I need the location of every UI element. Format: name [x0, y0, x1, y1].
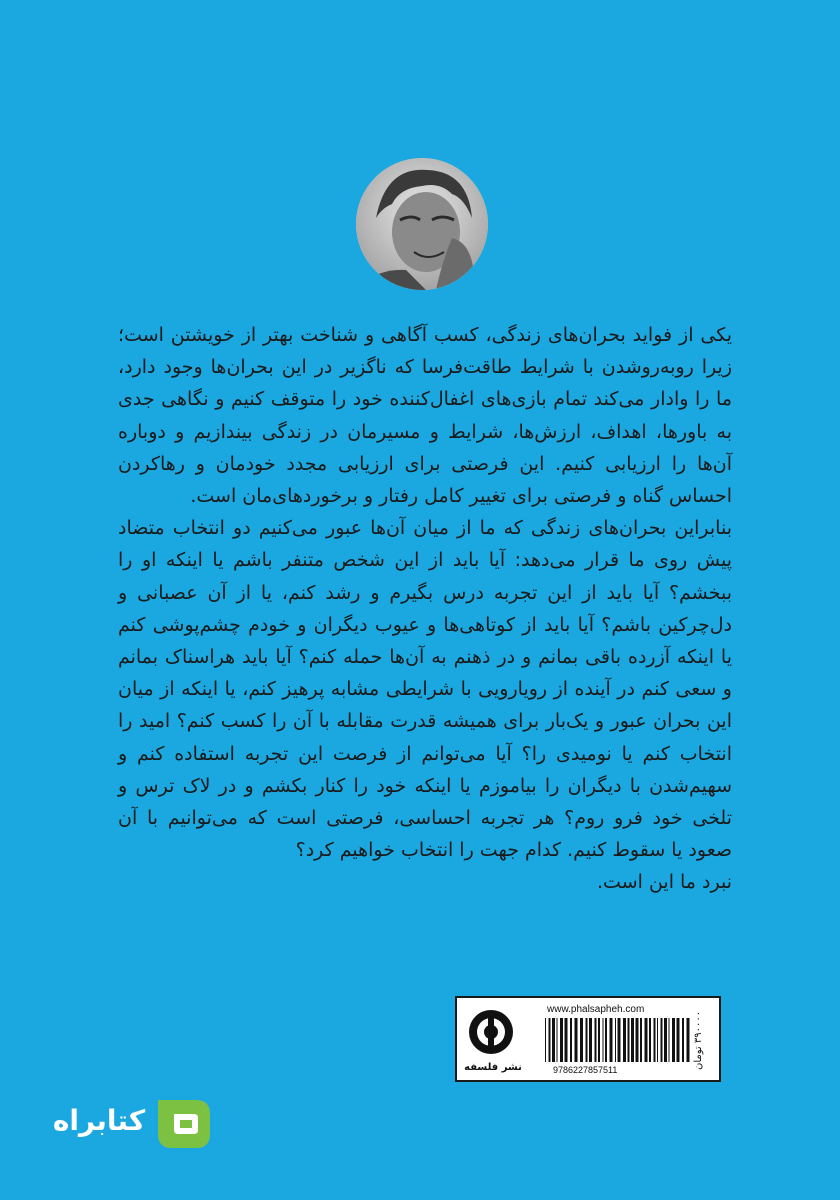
ketabrah-logo-icon [152, 1092, 216, 1156]
barcode-bar [615, 1018, 616, 1062]
barcode-bar [654, 1018, 656, 1062]
barcode-bar [557, 1018, 558, 1062]
paragraph-1: یکی از فواید بحران‌های زندگی، کسب آگاهی و شناخت بهتر از خویشتن است؛ زیرا روبه‌روشدن با شرایط طاقت‌فرسا که ناگزیر در این بحران‌ها وجود دارد، ما را وادار می‌کند تمام بازی‌های اغفال‌کننده خود را متوقف کنیم و نگاهی جدی به باورها، اهداف، ارزش‌ها، شرایط و مسیرمان در زندگی بیندازیم و دوباره آن‌ها را ارزیابی کنیم. این فرصتی برای ارزیابی مجدد خودمان و رهاکردن احساس گناه و فرصتی برای تغییر کامل رفتار و برخوردهای‌مان است. [118, 324, 732, 508]
barcode-bar [570, 1018, 572, 1062]
barcode-bar [623, 1018, 626, 1062]
barcode-bar [605, 1018, 607, 1062]
barcode-box [455, 996, 721, 1082]
barcode-bar [545, 1018, 546, 1062]
barcode-bar [580, 1018, 583, 1062]
barcode-bar [687, 1018, 690, 1062]
ketabrah-logo [40, 1092, 216, 1156]
barcode-bar [586, 1018, 588, 1062]
barcode-bar [549, 1018, 551, 1062]
publisher-name: نشر فلسفه [464, 1062, 522, 1073]
publisher-logo-icon [467, 1008, 515, 1056]
barcode-bar [649, 1018, 651, 1062]
barcode-bar [552, 1018, 555, 1062]
barcode-bar [560, 1018, 563, 1062]
barcode-bar [661, 1018, 663, 1062]
barcode-bar [677, 1018, 680, 1062]
barcode-bar [595, 1018, 597, 1062]
barcode-bar [645, 1018, 648, 1062]
barcode-bar [640, 1018, 642, 1062]
barcode-bar [610, 1018, 613, 1062]
paragraph-2: بنابراین بحران‌های زندگی که ما از میان آن‌ها عبور می‌کنیم دو انتخاب متضاد پیش روی ما قرار می‌دهد: آیا باید از این شخص متنفر باشم یا اینکه او را ببخشم؟ آیا باید از این تجربه درس بگیرم و رشد کنم، یا از آن عصبانی و دل‌چرکین باشم؟ آیا باید از کوتاهی‌ها و عیوب دیگران و خودم چشم‌پوشی کنم یا اینکه آزرده باقی بمانم و در ذهنم به آن‌ها حمله کنم؟ آیا باید هراسناک بمانم و سعی کنم در آینده از رویارویی با شرایطی مشابه پرهیز کنم، یا اینکه از میان این بحران عبور و یک‌بار برای همیشه قدرت مقابله با آن را کسب کنم؟ امید را انتخاب کنم یا نومیدی را؟ آیا می‌توانم از فرصت این تجربه استفاده کنم و سهیم‌شدن با دیگران را بیاموزم یا اینکه خود را کنار بکشم و در لاک ترس و تلخی خود فرو روم؟ هر تجربه احساسی، فرصتی است که می‌توانیم با آن صعود یا سقوط کنیم. کدام جهت را انتخاب خواهیم کرد؟ [118, 517, 732, 862]
barcode-bar [565, 1018, 568, 1062]
author-portrait-icon [356, 158, 488, 290]
barcode-icon [543, 1018, 691, 1062]
author-portrait [356, 158, 488, 290]
barcode-bar [618, 1018, 621, 1062]
barcode-bar [669, 1018, 670, 1062]
price-label: ۳۹۰۰۰۰ تومان [693, 1010, 704, 1070]
barcode-bar [589, 1018, 592, 1062]
store-name: کتابراه [52, 1104, 146, 1137]
barcode-bar [631, 1018, 634, 1062]
barcode-bar [575, 1018, 578, 1062]
barcode-bar [628, 1018, 630, 1062]
barcode-bar [603, 1018, 604, 1062]
barcode-bar [636, 1018, 639, 1062]
isbn-number: 9786227857511 [553, 1065, 618, 1075]
barcode-bar [672, 1018, 675, 1062]
barcode-bar [598, 1018, 600, 1062]
publisher-website: www.phalsapheh.com [547, 1004, 645, 1015]
paragraph-3: نبرد ما این است. [597, 871, 732, 894]
barcode-bar [657, 1018, 658, 1062]
barcode-bar [664, 1018, 667, 1062]
back-cover-text [118, 319, 732, 899]
barcode-bar [682, 1018, 684, 1062]
